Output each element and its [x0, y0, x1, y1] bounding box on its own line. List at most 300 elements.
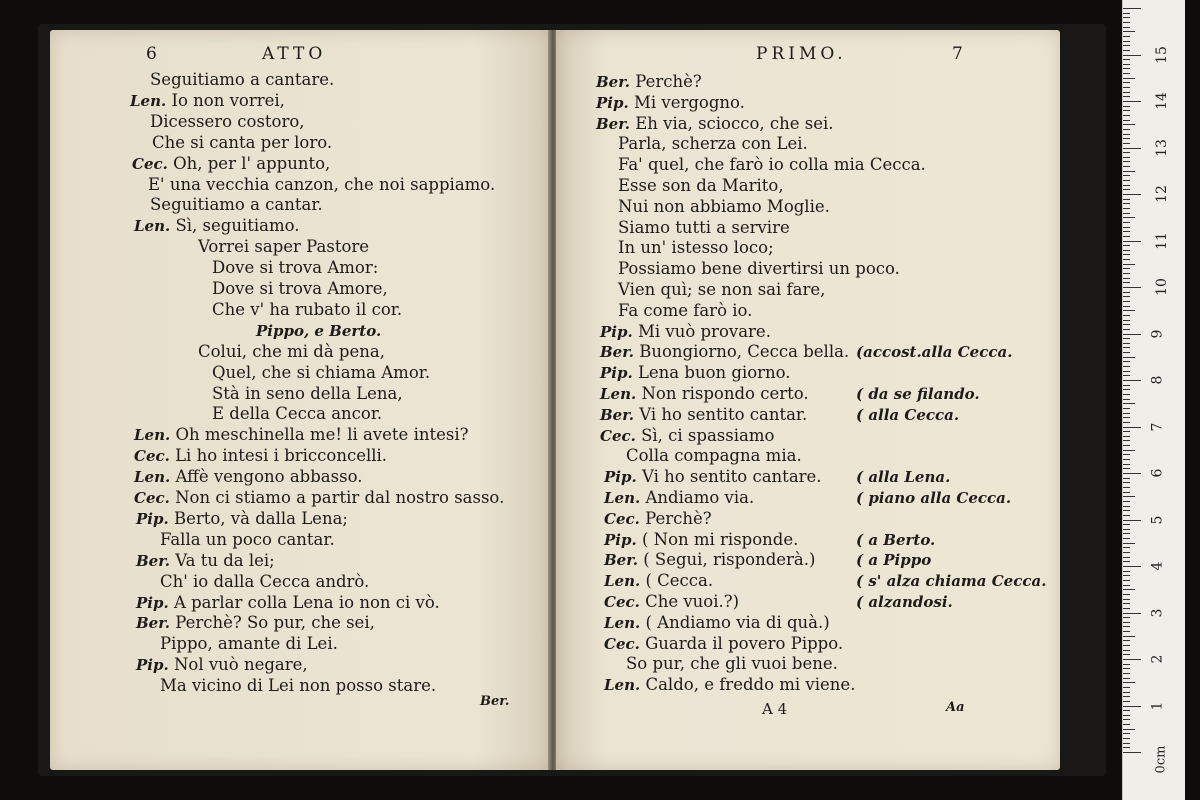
verse-text: Vorrei saper Pastore — [198, 237, 370, 257]
verse-text: ( Cecca. — [645, 571, 714, 591]
ruler-tick — [1123, 254, 1130, 255]
ruler-tick — [1123, 464, 1130, 465]
ruler-tick — [1123, 631, 1130, 632]
verse-line — [596, 93, 745, 113]
ruler-label: 10 — [1153, 278, 1170, 296]
verse-text: Che vuoi.?) — [645, 592, 740, 611]
verse-line — [618, 155, 926, 175]
speaker-name: Ber. — [136, 614, 170, 633]
ruler-tick — [1123, 334, 1141, 335]
ruler-label: 5 — [1149, 515, 1166, 524]
ruler-tick — [1123, 92, 1130, 93]
ruler-label: 8 — [1149, 375, 1166, 385]
verse-line — [212, 300, 402, 320]
speaker-name: Pip. — [596, 93, 629, 112]
verse-text: Oh meschinella me! li avete intesi? — [175, 425, 469, 445]
stage-direction: Pippo, e Berto. — [256, 321, 382, 340]
verse-line — [212, 384, 403, 404]
ruler-tick — [1123, 403, 1135, 404]
verse-text: Nui non abbiamo Moglie. — [618, 196, 830, 216]
verse-line — [618, 134, 808, 154]
ruler-label: 13 — [1153, 138, 1170, 157]
verse-line — [604, 571, 713, 591]
ruler-tick — [1123, 166, 1130, 167]
verse-line — [600, 384, 809, 404]
stage-direction: ( piano alla Cecca. — [856, 489, 1012, 507]
verse-text: Perchè? — [645, 508, 712, 528]
ruler-label: 15 — [1153, 45, 1170, 64]
ruler-tick — [1123, 292, 1130, 293]
verse-line — [212, 363, 430, 383]
speaker-name: Ber. — [596, 73, 630, 91]
page-number: 6 — [146, 44, 157, 64]
verse-text: Quel, che si chiama Amor. — [212, 362, 431, 382]
ruler-tick — [1123, 585, 1130, 586]
ruler-tick — [1123, 589, 1135, 590]
verse-text: Che si canta per loro. — [152, 132, 333, 152]
ruler-tick — [1123, 148, 1141, 149]
speaker-name: Len. — [604, 613, 641, 632]
ruler-tick — [1123, 124, 1135, 125]
ruler-tick — [1123, 501, 1130, 502]
ruler-tick — [1123, 306, 1130, 307]
ruler-tick — [1123, 385, 1130, 386]
ruler-tick — [1123, 701, 1130, 702]
ruler-tick — [1123, 719, 1130, 720]
ruler-tick — [1123, 431, 1130, 432]
ruler-tick — [1123, 194, 1141, 195]
ruler-tick — [1123, 366, 1130, 367]
verse-text: Parla, scherza con Lei. — [618, 134, 808, 154]
verse-line — [136, 613, 375, 633]
verse-line — [604, 675, 855, 695]
ruler-tick — [1123, 454, 1130, 455]
ruler-tick — [1123, 338, 1130, 339]
ruler-tick — [1123, 110, 1130, 111]
speaker-name: Pip. — [600, 322, 633, 341]
ruler-tick — [1123, 278, 1130, 279]
verse-text: Affè vengono abbasso. — [175, 467, 363, 487]
ruler-tick — [1123, 524, 1130, 525]
ruler-tick — [1123, 245, 1130, 246]
ruler-tick — [1123, 496, 1135, 497]
ruler-tick — [1123, 329, 1130, 330]
verse-line — [212, 279, 388, 299]
ruler-tick — [1123, 408, 1130, 409]
speaker-name: Ber. — [600, 405, 634, 424]
verse-text: Io non vorrei, — [171, 90, 285, 110]
verse-line — [604, 509, 712, 529]
ruler-tick — [1123, 64, 1130, 65]
ruler-tick — [1123, 59, 1130, 60]
left-page — [50, 30, 550, 770]
speaker-name: Len. — [134, 426, 171, 445]
verse-line — [150, 70, 334, 90]
ruler-tick — [1123, 645, 1130, 646]
verse-text: Falla un poco cantar. — [160, 529, 335, 549]
verse-line — [604, 467, 822, 487]
speaker-name: Cec. — [604, 593, 640, 611]
ruler-tick — [1123, 557, 1130, 558]
ruler-tick — [1123, 622, 1130, 623]
stage-direction: ( alzandosi. — [856, 593, 953, 611]
stage-direction: ( alla Cecca. — [856, 405, 960, 424]
ruler-tick — [1123, 138, 1130, 139]
verse-line — [198, 342, 385, 362]
ruler-tick — [1123, 547, 1130, 548]
ruler-tick — [1123, 506, 1130, 507]
ruler-tick — [1123, 575, 1130, 576]
ruler-tick — [1123, 636, 1135, 637]
verse-text: Fa come farò io. — [618, 300, 753, 320]
verse-text: Lena buon giorno. — [637, 363, 791, 383]
speaker-name: Pip. — [604, 530, 637, 549]
ruler-tick — [1123, 227, 1130, 228]
verse-line — [600, 405, 807, 425]
ruler-tick — [1123, 617, 1130, 618]
ruler-tick — [1123, 520, 1141, 521]
catchword: Aa — [946, 700, 965, 715]
ruler-tick — [1123, 78, 1135, 79]
ruler-tick — [1123, 315, 1130, 316]
ruler-label: 2 — [1149, 654, 1166, 664]
running-head: PRIMO. — [756, 44, 847, 64]
ruler-tick — [1123, 287, 1141, 288]
ruler-tick — [1123, 478, 1130, 479]
speaker-name: Len. — [134, 217, 171, 236]
verse-text: Caldo, e freddo mi viene. — [645, 675, 856, 695]
verse-line — [604, 550, 815, 570]
ruler-tick — [1123, 729, 1135, 730]
ruler-label: 1 — [1149, 701, 1166, 710]
verse-text: Possiamo bene divertirsi un poco. — [618, 259, 900, 279]
ruler-tick — [1123, 208, 1130, 209]
speaker-name: Cec. — [604, 634, 640, 653]
ruler-tick — [1123, 87, 1130, 88]
ruler-tick — [1123, 515, 1130, 516]
ruler-tick — [1123, 8, 1141, 9]
verse-line — [136, 551, 275, 571]
ruler-tick — [1123, 22, 1130, 23]
verse-line — [136, 655, 308, 675]
ruler-tick — [1123, 552, 1130, 553]
verse-text: Siamo tutti a servire — [618, 217, 790, 237]
verse-line — [136, 509, 348, 529]
verse-text: Vi ho sentito cantar. — [639, 404, 808, 424]
ruler-tick — [1123, 580, 1130, 581]
ruler-tick — [1123, 296, 1130, 297]
verse-line — [618, 301, 752, 321]
ruler-tick — [1123, 538, 1130, 539]
verse-line — [604, 613, 830, 633]
verse-line — [618, 238, 774, 258]
ruler-tick — [1123, 175, 1130, 176]
ruler-tick — [1123, 310, 1135, 311]
ruler-tick — [1123, 36, 1130, 37]
verse-text: ( Non mi risponde. — [641, 529, 799, 549]
verse-line — [150, 112, 305, 132]
verse-text: Seguitiamo a cantare. — [150, 70, 335, 89]
verse-line — [600, 426, 774, 446]
verse-text: Che v' ha rubato il cor. — [212, 299, 403, 319]
speaker-name: Cec. — [134, 489, 170, 507]
verse-text: Sì, ci spassiamo — [641, 425, 775, 445]
ruler-tick — [1123, 710, 1130, 711]
verse-line — [160, 572, 369, 592]
ruler-tick — [1123, 664, 1130, 665]
ruler-tick — [1123, 361, 1130, 362]
speaker-name: Len. — [600, 385, 637, 403]
ruler-tick — [1123, 152, 1130, 153]
ruler-tick — [1123, 543, 1135, 544]
ruler-tick — [1123, 487, 1130, 488]
verse-text: Guarda il povero Pippo. — [645, 633, 844, 653]
ruler-tick — [1123, 189, 1130, 190]
ruler-tick — [1123, 733, 1130, 734]
ruler-tick — [1123, 613, 1141, 614]
verse-line — [150, 195, 323, 215]
ruler-tick — [1123, 45, 1130, 46]
verse-line — [600, 342, 849, 362]
ruler-tick — [1123, 413, 1130, 414]
ruler-tick — [1123, 231, 1130, 232]
stage-direction: (accost.alla Cecca. — [856, 343, 1013, 362]
verse-text: Va tu da lei; — [175, 550, 275, 570]
ruler-tick — [1123, 529, 1130, 530]
stage-direction: ( da se filando. — [856, 385, 980, 403]
verse-text: Perchè? — [635, 72, 702, 91]
ruler-tick — [1123, 241, 1141, 242]
verse-line — [160, 634, 338, 654]
verse-text: Ma vicino di Lei non posso stare. — [160, 676, 437, 696]
ruler-label: 14 — [1153, 92, 1170, 110]
verse-line — [134, 425, 468, 445]
right-page — [556, 30, 1060, 770]
ruler-tick — [1123, 608, 1130, 609]
speaker-name: Ber. — [600, 343, 634, 362]
page-number: 7 — [952, 44, 963, 64]
verse-text: Colui, che mi dà pena, — [198, 341, 385, 361]
speaker-name: Len. — [604, 572, 641, 591]
ruler-tick — [1123, 696, 1130, 697]
verse-text: Buongiorno, Cecca bella. — [639, 342, 850, 362]
speaker-name: Cec. — [600, 426, 636, 445]
ruler-tick — [1123, 510, 1130, 511]
verse-text: Dove si trova Amore, — [212, 279, 388, 298]
ruler-tick — [1123, 687, 1130, 688]
ruler-tick — [1123, 55, 1141, 56]
speaker-name: Pip. — [604, 468, 637, 487]
measurement-ruler — [1122, 0, 1185, 800]
ruler-tick — [1123, 101, 1141, 102]
ruler-tick — [1123, 566, 1141, 567]
ruler-tick — [1123, 427, 1141, 428]
ruler-tick — [1123, 96, 1130, 97]
verse-text: Sì, seguitiamo. — [175, 216, 300, 236]
ruler-tick — [1123, 473, 1141, 474]
speaker-name: Cec. — [134, 447, 170, 466]
ruler-tick — [1123, 394, 1130, 395]
ruler-tick — [1123, 654, 1130, 655]
ruler-unit: 0cm — [1153, 745, 1169, 774]
ruler-tick — [1123, 236, 1130, 237]
ruler-label: 3 — [1149, 608, 1166, 617]
verse-line — [212, 404, 382, 424]
ruler-label: 6 — [1149, 468, 1166, 478]
ruler-tick — [1123, 715, 1130, 716]
verse-line — [604, 488, 754, 508]
ruler-tick — [1123, 268, 1130, 269]
verse-text: E della Cecca ancor. — [212, 404, 383, 424]
ruler-tick — [1123, 738, 1130, 739]
verse-line — [604, 592, 739, 612]
verse-line — [618, 197, 830, 217]
ruler-tick — [1123, 399, 1130, 400]
ruler-tick — [1123, 343, 1130, 344]
ruler-tick — [1123, 273, 1130, 274]
verse-text: E' una vecchia canzon, che noi sappiamo. — [148, 174, 496, 194]
verse-line — [134, 216, 300, 236]
verse-line — [604, 634, 843, 654]
ruler-tick — [1123, 422, 1130, 423]
ruler-tick — [1123, 171, 1135, 172]
ruler-tick — [1123, 375, 1130, 376]
ruler-tick — [1123, 752, 1141, 753]
ruler-label: 11 — [1153, 231, 1170, 250]
verse-line — [600, 322, 771, 342]
ruler-tick — [1123, 692, 1130, 693]
ruler-tick — [1123, 213, 1130, 214]
verse-line — [618, 259, 900, 279]
speaker-name: Pip. — [600, 364, 633, 383]
speaker-name: Ber. — [604, 551, 638, 570]
speaker-name: Ber. — [596, 114, 630, 133]
verse-line — [148, 175, 495, 195]
ruler-tick — [1123, 68, 1130, 69]
ruler-tick — [1123, 678, 1130, 679]
verse-line — [596, 114, 834, 134]
ruler-tick — [1123, 440, 1130, 441]
ruler-tick — [1123, 626, 1130, 627]
ruler-tick — [1123, 468, 1130, 469]
stage-direction: ( s' alza chiama Cecca. — [856, 572, 1047, 591]
verse-text: Vien quì; se non sai fare, — [618, 280, 826, 299]
verse-text: A parlar colla Lena io non ci vò. — [173, 592, 440, 612]
stage-direction: ( a Pippo — [856, 551, 932, 570]
ruler-tick — [1123, 706, 1141, 707]
ruler-tick — [1123, 106, 1130, 107]
ruler-tick — [1123, 492, 1130, 493]
ruler-tick — [1123, 143, 1130, 144]
ruler-tick — [1123, 73, 1130, 74]
ruler-tick — [1123, 41, 1130, 42]
speaker-name: Cec. — [604, 509, 640, 528]
verse-line — [134, 467, 362, 487]
ruler-tick — [1123, 27, 1130, 28]
ruler-tick — [1123, 31, 1135, 32]
verse-line — [134, 488, 504, 508]
ruler-tick — [1123, 301, 1130, 302]
ruler-tick — [1123, 320, 1130, 321]
verse-text: Mi vuò provare. — [637, 321, 771, 341]
ruler-tick — [1123, 50, 1130, 51]
ruler-tick — [1123, 82, 1130, 83]
verse-text: Mi vergogno. — [633, 92, 745, 112]
ruler-tick — [1123, 459, 1130, 460]
ruler-tick — [1123, 436, 1130, 437]
ruler-tick — [1123, 371, 1130, 372]
verse-text: Eh via, sciocco, che sei. — [635, 113, 834, 133]
verse-text: In un' istesso loco; — [618, 238, 774, 258]
verse-text: ( Andiamo via di quà.) — [645, 612, 830, 632]
ruler-tick — [1123, 571, 1130, 572]
ruler-tick — [1123, 347, 1130, 348]
ruler-label: 9 — [1149, 329, 1166, 338]
speaker-name: Len. — [604, 676, 641, 695]
verse-line — [626, 654, 838, 674]
verse-line — [132, 154, 330, 174]
ruler-tick — [1123, 185, 1130, 186]
speaker-name: Len. — [134, 468, 171, 487]
verse-text: Esse son da Marito, — [618, 176, 784, 195]
stage-direction: ( a Berto. — [856, 530, 936, 549]
ruler-tick — [1123, 324, 1130, 325]
ruler-tick — [1123, 120, 1130, 121]
ruler-tick — [1123, 129, 1130, 130]
speaker-name: Pip. — [136, 656, 169, 675]
verse-text: Li ho intesi i bricconcelli. — [175, 446, 388, 466]
ruler-tick — [1123, 250, 1130, 251]
speaker-name: Cec. — [132, 154, 168, 173]
ruler-tick — [1123, 115, 1130, 116]
speaker-name: Len. — [604, 489, 641, 507]
ruler-label: 7 — [1149, 422, 1166, 431]
verse-line — [130, 91, 285, 111]
signature-mark: A 4 — [762, 700, 788, 718]
verse-line — [626, 446, 802, 466]
verse-line — [212, 258, 378, 278]
verse-text: Ch' io dalla Cecca andrò. — [160, 571, 370, 591]
ruler-tick — [1123, 157, 1130, 158]
ruler-tick — [1123, 161, 1130, 162]
verse-line — [600, 363, 791, 383]
ruler-tick — [1123, 13, 1130, 14]
verse-text: Non ci stiamo a partir dal nostro sasso. — [175, 488, 505, 507]
verse-line — [198, 237, 369, 257]
ruler-tick — [1123, 352, 1130, 353]
ruler-tick — [1123, 599, 1130, 600]
verse-text: Oh, per l' appunto, — [173, 153, 331, 173]
ruler-tick — [1123, 668, 1130, 669]
ruler-tick — [1123, 417, 1130, 418]
speaker-name: Pip. — [136, 593, 169, 612]
running-head: ATTO — [262, 44, 327, 64]
ruler-label: 4 — [1149, 561, 1166, 571]
verse-text: Pippo, amante di Lei. — [160, 634, 338, 654]
verse-text: Dicessero costoro, — [150, 111, 305, 131]
ruler-tick — [1123, 17, 1130, 18]
ruler-tick — [1123, 259, 1130, 260]
stage-direction: ( alla Lena. — [856, 468, 951, 487]
verse-line — [618, 280, 825, 300]
verse-line — [134, 446, 387, 466]
ruler-label: 12 — [1153, 185, 1170, 203]
ruler-tick — [1123, 180, 1130, 181]
verse-text: Colla compagna mia. — [626, 446, 802, 466]
ruler-tick — [1123, 222, 1130, 223]
verse-text: Stà in seno della Lena, — [212, 383, 403, 403]
verse-text: So pur, che gli vuoi bene. — [626, 654, 838, 674]
